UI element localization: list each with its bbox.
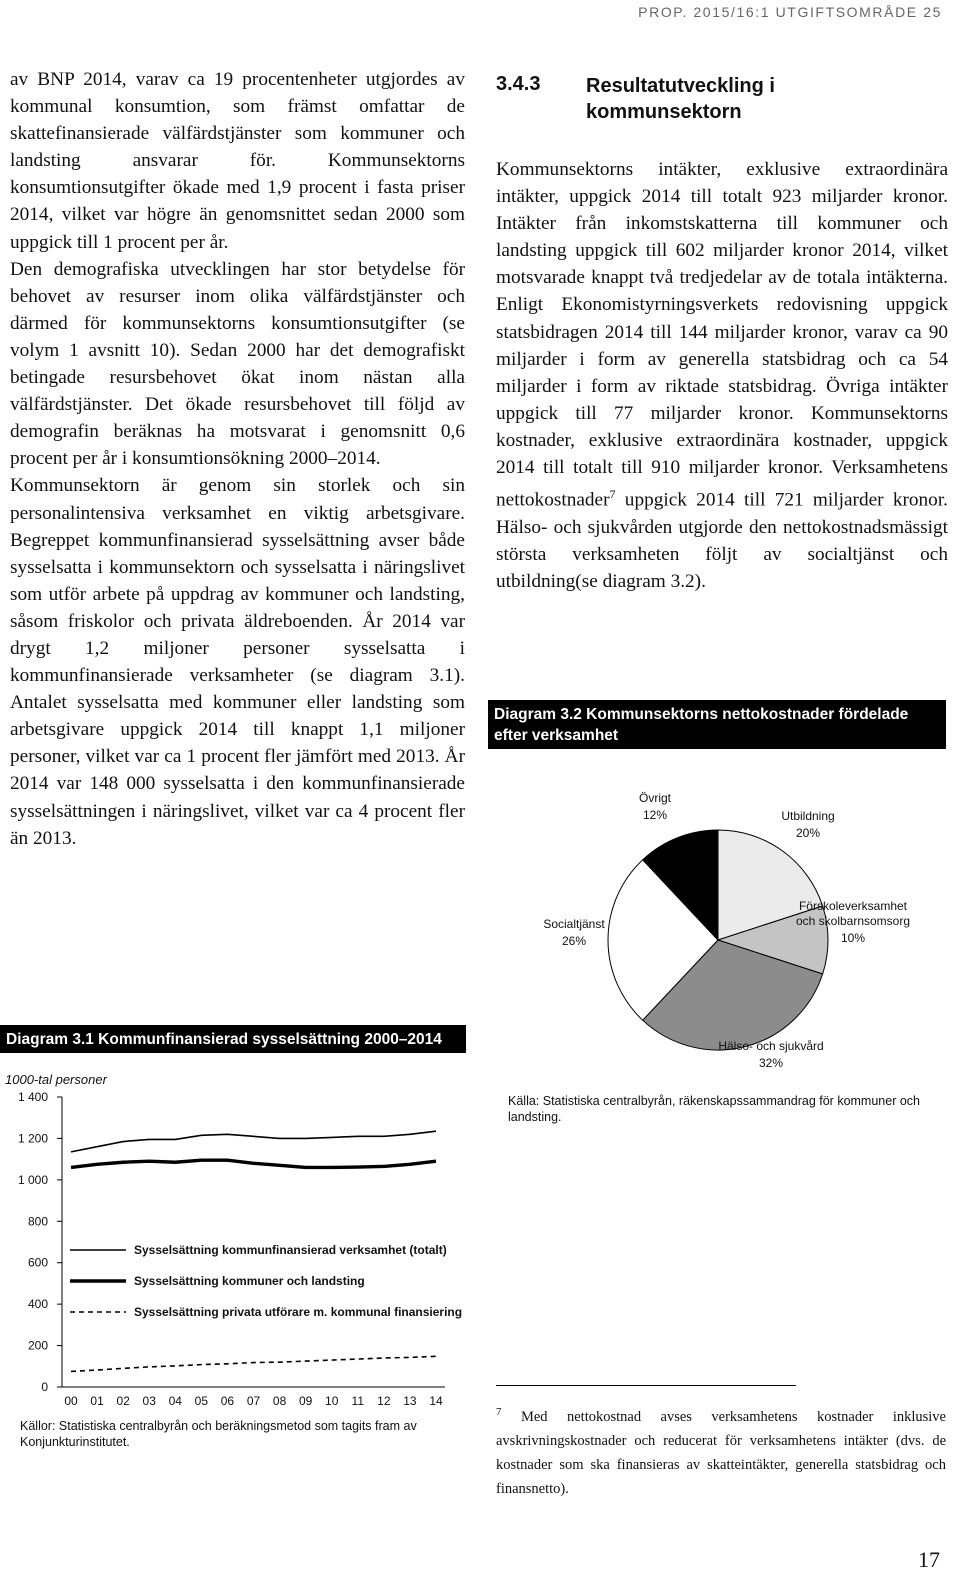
series-line (71, 1160, 436, 1167)
y-tick-label: 600 (27, 1255, 48, 1270)
pie-slice-label: Utbildning (781, 809, 835, 823)
y-unit-label: 1000-tal personer (5, 1072, 107, 1087)
diagram-3-2-title: Diagram 3.2 Kommunsektorns nettokostnader fördelade efter verksamhet (488, 700, 946, 749)
diagram-3-2-source: Källa: Statistiska centralbyrån, räkenskapssammandrag för kommuner och landsting. (508, 1094, 920, 1124)
footnote-ref[interactable]: 7 (609, 487, 616, 502)
x-tick-label: 03 (142, 1394, 156, 1408)
footnote-number: 7 (496, 1406, 502, 1418)
y-tick-label: 200 (27, 1338, 48, 1353)
legend-label: Sysselsättning kommunfinansierad verksamhet (totalt) (134, 1243, 447, 1257)
series-line (71, 1131, 436, 1152)
y-tick-label: 1 400 (17, 1090, 48, 1104)
y-tick-label: 400 (27, 1297, 48, 1312)
x-tick-label: 01 (90, 1394, 104, 1408)
x-tick-label: 14 (429, 1394, 443, 1408)
footnote-text: Med nettokostnad avses verksamhetens kostnader inklusive avskrivningskostnader och reducerat för verksamhetens intäkter (dvs. de kostnader som ska finansieras av skatteintäkter, generella statsbidrag och finansnetto). (496, 1408, 946, 1497)
y-tick-label: 1 200 (17, 1131, 48, 1146)
pie-slice-value: 32% (758, 1056, 784, 1070)
y-tick-label: 800 (27, 1214, 48, 1229)
paragraph: Kommunsektorn är genom sin storlek och sin personalintensiva verksamhet en viktig arbetsgivare. Begreppet kommunfinansierad sysselsättning avser både sysselsatta i kommunsektorn och sysselsatta i näringslivet som utför arbete på uppdrag av kommuner och landsting, såsom friskolor och privata äldreboenden. År 2014 var drygt 1,2 miljoner personer sysselsatta i kommunfinansierade verksamheter (se diagram 3.1). Antalet sysselsatta med kommuner eller landsting som arbetsgivare uppgick 2014 till knappt 1,1 miljoner personer, vilket var ca 1 procent fler jämfört med 2013. År 2014 var 148 000 sysselsatta i den kommunfinansierade sysselsättningen i näringslivet, vilket var ca 4 procent fler än 2013. (10, 475, 465, 849)
chart-legend (70, 1243, 462, 1319)
pie-chart (488, 740, 948, 1120)
section-title: Resultatutveckling i kommunsektorn (586, 75, 775, 123)
x-tick-label: 12 (377, 1394, 391, 1408)
page-number: 17 (918, 1547, 940, 1572)
running-head: PROP. 2015/16:1 UTGIFTSOMRÅDE 25 (638, 4, 942, 20)
line-chart (0, 1085, 470, 1415)
paragraph (496, 156, 948, 595)
footnote-rule (496, 1385, 796, 1386)
x-tick-label: 06 (220, 1394, 235, 1408)
pie-slice-label: Socialtjänst (543, 917, 605, 931)
x-tick-label: 09 (298, 1394, 313, 1408)
x-tick-label: 02 (116, 1394, 130, 1408)
paragraph: Den demografiska utvecklingen har stor betydelse för behovet av resurser inom olika välfärdstjänster och därmed för kommunsektorns konsumtionsutgifter (se volym 1 avsnitt 10). Sedan 2000 har det demografiskt betingade resursbehovet ökat inom nästan alla välfärdstjänster. Det ökade resursbehovet till följd av demografin beräknas ha motsvarat i genomsnitt 0,6 procent per år i konsumtionsökning 2000–2014. (10, 258, 465, 470)
diagram-3-1-title: Diagram 3.1 Kommunfinansierad sysselsättning 2000–2014 (0, 1025, 466, 1053)
diagram-3-1-source: Källor: Statistiska centralbyrån och beräkningsmetod som tagits fram av Konjunkturinstitutet. (20, 1419, 417, 1449)
footnote (496, 1400, 946, 1501)
pie-slice-value: 10% (840, 931, 866, 945)
pie-slice-label: Förskoleverksamhet och skolbarnsomsorg (795, 899, 911, 928)
series-line (71, 1356, 436, 1371)
pie-slice-label: Övrigt (638, 791, 672, 805)
pie-slices (608, 830, 828, 1050)
paragraph-text: Kommunsektorns intäkter, exklusive extraordinära intäkter, uppgick 2014 till totalt 923 miljarder kronor. Intäkter från inkomstskatterna till kommuner och landsting uppgick till 602 miljarder kronor 2014, vilket motsvarade knappt två tredjedelar av de totala intäkterna. Enligt Ekonomistyrningsverkets redovisning uppgick statsbidragen 2014 till 144 miljarder kronor, varav ca 90 miljarder i form av generella statsbidrag och ca 54 miljarder i form av riktade statsbidrag. Övriga intäkter uppgick till 77 miljarder kronor. Kommunsektorns kostnader, exklusive extraordinära kostnader, uppgick 2014 till totalt till 910 miljarder kronor. Verksamhetens nettokostnader (496, 159, 948, 511)
x-tick-label: 05 (194, 1394, 209, 1408)
right-column-text (496, 156, 948, 595)
x-tick-label: 11 (351, 1394, 365, 1408)
x-tick-label: 00 (64, 1394, 78, 1408)
x-tick-label: 10 (325, 1394, 339, 1408)
left-column-text (10, 66, 465, 852)
pie-slice-label: Hälso- och sjukvård (718, 1039, 824, 1053)
pie-slice-value: 26% (561, 934, 587, 948)
y-tick-label: 0 (41, 1380, 48, 1394)
paragraph: av BNP 2014, varav ca 19 procentenheter utgjordes av kommunal konsumtion, som främst omfattar de skattefinansierade välfärdstjänster som kommuner och landsting ansvarar för. Kommunsektorns konsumtionsutgifter ökade med 1,9 procent i fasta priser 2014, vilket var högre än genomsnittet sedan 2000 som uppgick till 1 procent per år. (10, 69, 465, 253)
legend-label: Sysselsättning privata utförare m. kommunal finansiering (134, 1305, 463, 1319)
x-tick-label: 04 (168, 1394, 182, 1408)
paragraph-text: uppgick 2014 till 721 miljarder kronor. Hälso- och sjukvården utgjorde den nettokostnadsmässigt största verksamheten följt av socialtjänst och utbildning(se diagram 3.2). (496, 489, 948, 592)
legend-label: Sysselsättning kommuner och landsting (134, 1274, 365, 1288)
x-tick-label: 13 (403, 1394, 417, 1408)
x-tick-label: 08 (272, 1394, 287, 1408)
x-tick-label: 07 (246, 1394, 261, 1408)
pie-slice-value: 12% (642, 808, 668, 822)
section-number: 3.4.3 (496, 73, 541, 95)
pie-slice-value: 20% (795, 826, 821, 840)
y-tick-label: 1 000 (17, 1172, 48, 1187)
